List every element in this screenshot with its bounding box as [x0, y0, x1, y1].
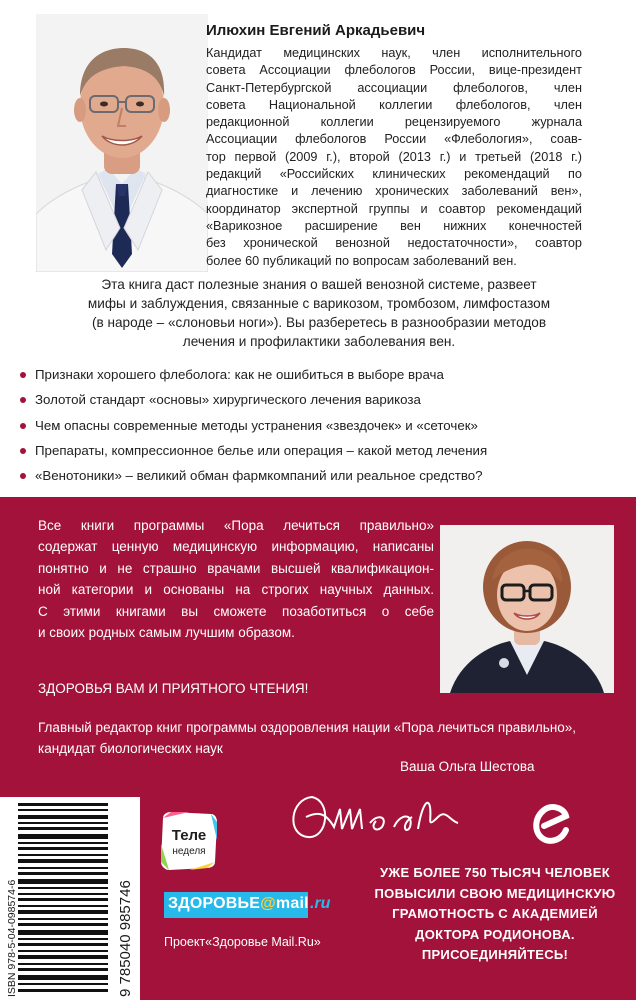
zdorovie-banner: [164, 892, 308, 918]
cta-line: ГРАМОТНОСТЬ С АКАДЕМИЕЙ: [392, 906, 598, 921]
barcode-digits: 9 785040 985746: [117, 880, 134, 997]
topic-item: [20, 438, 620, 463]
intro-line: (в народе – «слоновьи ноги»). Вы разберетесь в разнообразии методов: [91, 315, 547, 330]
tele-logo-line1: Теле: [171, 827, 207, 844]
author-bio-line: редакций «Российских клинических рекомендаций по: [206, 167, 582, 182]
book-intro: [38, 275, 600, 351]
bullet-dot-icon: [20, 397, 26, 403]
promo-line: понятно и не страшно врачами высшей квалификацион-: [38, 560, 434, 576]
author-name: Илюхин Евгений Аркадьевич: [206, 22, 426, 39]
eksmo-logo-icon: [528, 800, 576, 848]
top-section: [0, 0, 636, 497]
author-bio-line: координатор экспертной группы и соавтор рекомендаций: [206, 201, 582, 216]
bullet-dot-icon: [20, 448, 26, 454]
bullet-dot-icon: [20, 473, 26, 479]
cta-line: УЖЕ БОЛЕЕ 750 ТЫСЯЧ ЧЕЛОВЕК: [380, 865, 610, 880]
zdorovie-at: @: [260, 895, 276, 912]
greeting: ЗДОРОВЬЯ ВАМ И ПРИЯТНОГО ЧТЕНИЯ!: [38, 681, 309, 696]
editor-signature: [282, 787, 472, 847]
promo-line: С этими книгами вы сможете позаботиться о себе: [38, 603, 434, 619]
promo-line: и своих родных самым лучшим образом.: [38, 625, 295, 641]
tele-nedelya-logo: [159, 810, 219, 872]
bullet-dot-icon: [20, 423, 26, 429]
topic-list: [20, 362, 620, 488]
intro-line: Эта книга даст полезные знания о вашей венозной системе, развеет: [101, 277, 537, 292]
author-bio-line: тор первой (2009 г.), второй (2013 г.) и третьей (2018 г.): [206, 149, 582, 164]
barcode-area: [0, 797, 140, 1000]
program-promo: [38, 515, 434, 643]
zdorovie-domain: mail: [275, 895, 309, 912]
academy-cta: [370, 863, 620, 966]
bottom-section: [0, 497, 636, 1000]
topic-text: «Венотоники» – великий обман фармкомпаний или реальное средство?: [35, 468, 483, 484]
bullet-dot-icon: [20, 372, 26, 378]
author-bio-line: Санкт-Петербургской ассоциации флебологов, член: [206, 80, 582, 95]
editor-photo: [440, 525, 614, 693]
promo-line: Все книги программы «Пора лечиться правильно»: [38, 518, 434, 533]
author-bio-line: без хронической венозной недостаточности», соавтор: [206, 236, 582, 251]
cta-line: ПОВЫСИЛИ СВОЮ МЕДИЦИНСКУЮ: [374, 885, 616, 901]
tele-logo-line2: неделя: [172, 846, 206, 857]
promo-line: ной категории и основаны на строгих научных данных.: [38, 582, 434, 598]
author-bio-line: «Варикозное расширение вен нижних конечностей: [206, 218, 582, 233]
author-bio-line: Кандидат медицинских наук, член исполнительного: [206, 46, 582, 60]
zdorovie-name: ЗДОРОВЬЕ: [168, 895, 261, 912]
project-label: Проект«Здоровье Mail.Ru»: [164, 935, 321, 949]
author-bio-line: совета Ассоциации флебологов России, вице-президент: [206, 63, 582, 78]
cta-line: ДОКТОРА РОДИОНОВА.: [415, 926, 575, 942]
topic-text: Признаки хорошего флеболога: как не ошибиться в выборе врача: [35, 367, 444, 382]
promo-line: содержат ценную медицинскую информацию, написаны: [38, 539, 434, 555]
topic-item: [20, 387, 620, 412]
author-bio-line: Ассоциации флебологов России «Флебология», соав-: [206, 132, 582, 147]
intro-line: лечения и профилактики заболевания вен.: [182, 334, 456, 349]
cta-line: ПРИСОЕДИНЯЙТЕСЬ!: [421, 947, 569, 962]
author-photo: [36, 14, 208, 272]
barcode-icon: [18, 801, 108, 997]
topic-text: Золотой стандарт «основы» хирургического лечения варикоза: [35, 392, 421, 408]
isbn-number: ISBN 978-5-04-098574-6: [6, 879, 18, 997]
editor-signoff: Ваша Ольга Шестова: [400, 759, 535, 774]
intro-line: мифы и заблуждения, связанные с варикозом, тромбозом, лимфостазом: [87, 296, 551, 311]
author-bio-line: более 60 публикаций по вопросам заболеваний вен.: [206, 253, 517, 268]
author-bio-line: редакционной коллегии рецензируемого журнала: [206, 115, 582, 130]
topic-item: [20, 413, 620, 438]
topic-text: Препараты, компрессионное белье или операция – какой метод лечения: [35, 442, 488, 458]
topic-text: Чем опасны современные методы устранения «звездочек» и «сеточек»: [35, 417, 478, 433]
author-bio-line: диагностике и лечению хронических заболеваний вен»,: [206, 184, 582, 199]
author-bio-line: совета Национальной коллегии флебологов, член: [206, 97, 582, 112]
editor-description: Главный редактор книг программы оздоровления нации «Пора лечиться правильно», кандидат биологических наук: [38, 720, 577, 757]
topic-item: [20, 463, 620, 488]
zdorovie-tld: .ru: [310, 895, 331, 912]
author-bio: [206, 45, 582, 270]
topic-item: [20, 362, 620, 387]
